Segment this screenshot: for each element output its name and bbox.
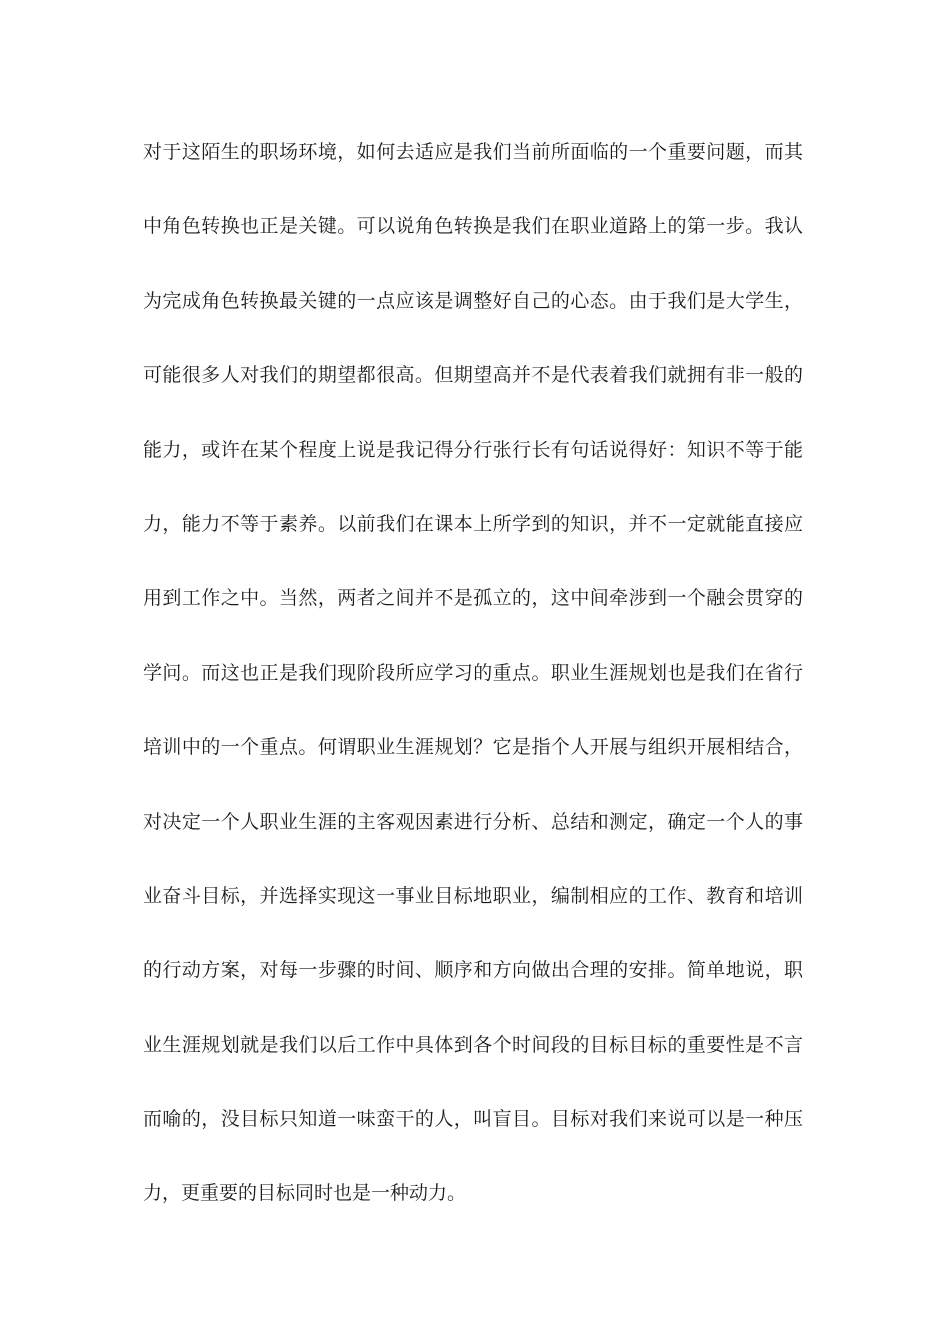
text-line	[143, 353, 803, 427]
text-line-content: 中角色转换也正是关键。可以说角色转换是我们在职业道路上的第一步。我认	[143, 215, 803, 238]
text-line-content: 为完成角色转换最关键的一点应该是调整好自己的心态。由于我们是大学生，	[143, 289, 803, 312]
text-line-content: 力，更重要的目标同时也是一种动力。	[143, 1182, 467, 1205]
text-line-content: 可能很多人对我们的期望都很高。但期望高并不是代表着我们就拥有非一般的	[143, 364, 803, 387]
text-line	[143, 1023, 803, 1097]
text-line-content: 能力，或许在某个程度上说是我记得分行张行长有句话说得好：知识不等于能	[143, 438, 803, 461]
text-line	[143, 800, 803, 874]
text-line	[143, 874, 803, 948]
body-paragraph	[143, 130, 803, 1246]
text-line-content: 对于这陌生的职场环境，如何去适应是我们当前所面临的一个重要问题，而其	[143, 141, 803, 163]
text-line	[143, 130, 803, 204]
text-line-content: 而喻的，没目标只知道一味蛮干的人，叫盲目。目标对我们来说可以是一种压	[143, 1108, 803, 1131]
text-line	[143, 725, 803, 799]
text-line-content: 业奋斗目标，并选择实现这一事业目标地职业，编制相应的工作、教育和培训	[143, 884, 803, 907]
text-line	[143, 576, 803, 650]
text-line-last	[143, 1171, 803, 1245]
text-line	[143, 204, 803, 278]
text-line	[143, 502, 803, 576]
text-line	[143, 1097, 803, 1171]
text-line	[143, 428, 803, 502]
text-line-content: 的行动方案，对每一步骤的时间、顺序和方向做出合理的安排。简单地说，职	[143, 959, 803, 982]
text-line-content: 力，能力不等于素养。以前我们在课本上所学到的知识，并不一定就能直接应	[143, 512, 803, 535]
text-line-content: 培训中的一个重点。何谓职业生涯规划？它是指个人开展与组织开展相结合，	[143, 736, 803, 759]
text-line-content: 学问。而这也正是我们现阶段所应学习的重点。职业生涯规划也是我们在省行	[143, 661, 803, 684]
text-line-content: 业生涯规划就是我们以后工作中具体到各个时间段的目标目标的重要性是不言	[143, 1033, 803, 1056]
text-line	[143, 651, 803, 725]
text-line	[143, 948, 803, 1022]
text-line-content: 用到工作之中。当然，两者之间并不是孤立的，这中间牵涉到一个融会贯穿的	[143, 587, 803, 610]
text-line	[143, 279, 803, 353]
text-line-content: 对决定一个人职业生涯的主客观因素进行分析、总结和测定，确定一个人的事	[143, 810, 803, 833]
